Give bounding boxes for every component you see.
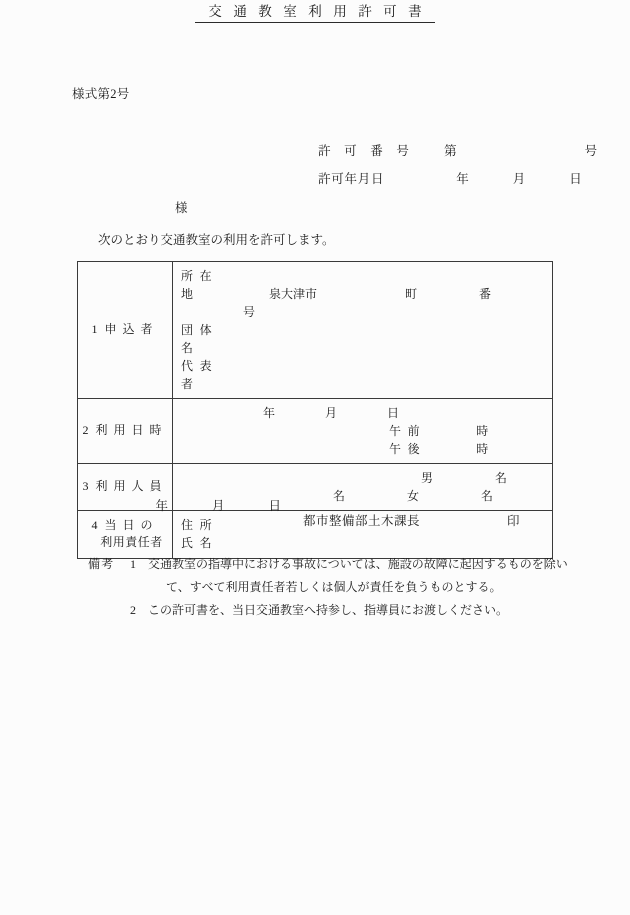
row-label-usage-datetime [78,399,173,464]
permit-date-year: 年 [456,172,469,186]
attendance-total-unit: 名 [333,489,346,503]
row-number: 3 [82,479,89,494]
issuer-title: 都市整備部土木課長 [303,514,421,528]
usage-date-year: 年 [263,406,276,420]
row-label-text-line1: 当日の [104,518,159,532]
permit-date-month: 月 [512,172,526,186]
issue-date-year: 年 [155,499,169,513]
row-number: 1 [91,322,98,337]
row-number: 2 [82,423,89,438]
attendance-unit-male: 名 [495,471,508,485]
remark-number: 1 [130,557,136,571]
usage-date-month: 月 [325,406,338,420]
table-row-applicant [78,262,553,399]
row-label-applicant [78,262,173,399]
attendance-unit-female: 名 [481,489,494,503]
form-code-label: 様式第2号 [72,87,130,101]
responsible-name-line [181,534,546,552]
field-label-organization: 団体名 [181,323,219,355]
row-label-text: 申込者 [104,322,159,337]
issue-date-line [143,481,281,529]
remarks-heading: 備考 [88,557,115,571]
time-unit-pm: 時 [476,442,489,456]
permit-date-line [318,169,582,187]
field-label-responsible-name: 氏名 [181,536,219,551]
table-row-usage-datetime [78,399,553,464]
remark-item [88,553,568,599]
seal-icon: 印 [507,514,520,528]
addressee-suffix: 様 [175,201,188,215]
attendance-gender-female: 女 [407,489,420,503]
usage-date-day: 日 [387,406,400,420]
usage-time-pm-line [181,440,546,458]
row-label-text-line2: 利用責任者 [100,535,163,550]
field-representative-line [181,357,546,393]
field-label-address: 所在地 [181,269,219,301]
remark-text-line1: 交通教室の指導中における事故については、施設の故障に起因するものを除い [148,557,568,571]
permit-number-prefix: 第 [444,144,457,158]
row-value-applicant [173,262,553,399]
issue-date-day: 日 [268,499,282,513]
remarks-list [88,553,568,621]
row-label-text: 利用日時 [95,423,168,438]
remark-text-line1: この許可書を、当日交通教室へ持参し、指導員にお渡しください。 [148,602,509,617]
row-label-line2 [82,534,168,551]
field-unit-gou: 号 [243,305,256,319]
permit-number-label: 許 可 番 号 [318,144,415,158]
row-value-usage-datetime [173,399,553,464]
issue-date-month: 月 [212,499,225,513]
remark-text-line2: て、すべて利用責任者若しくは個人が責任を負うものとする。 [166,579,502,594]
permit-date-label: 許可年月日 [318,172,385,186]
remarks-section [88,553,568,621]
document-title [0,0,630,23]
time-unit-am: 時 [476,424,489,438]
field-value-city: 泉大津市 [269,287,318,301]
attendance-gender-male: 男 [421,471,434,485]
usage-time-am-line [181,422,546,440]
row-number: 4 [91,518,98,532]
document-title-text: 交通教室利用許可書 [195,0,435,23]
field-organization-line [181,321,546,357]
permit-number-suffix: 号 [584,144,598,158]
usage-date-line [181,404,546,422]
field-unit-ban: 番 [479,287,492,301]
field-label-responsible-address: 住所 [181,518,219,533]
field-label-representative: 代表者 [181,359,219,391]
permit-number-line [318,141,597,159]
time-period-am: 午前 [389,424,427,438]
permit-date-day: 日 [569,172,582,186]
intro-sentence: 次のとおり交通教室の利用を許可します。 [98,233,335,247]
remark-number: 2 [130,602,136,617]
field-address-line [181,267,546,321]
row-label-text: 利用人員 [95,479,168,494]
field-unit-town: 町 [405,287,418,301]
remark-item [88,599,568,622]
time-period-pm: 午後 [389,442,427,456]
